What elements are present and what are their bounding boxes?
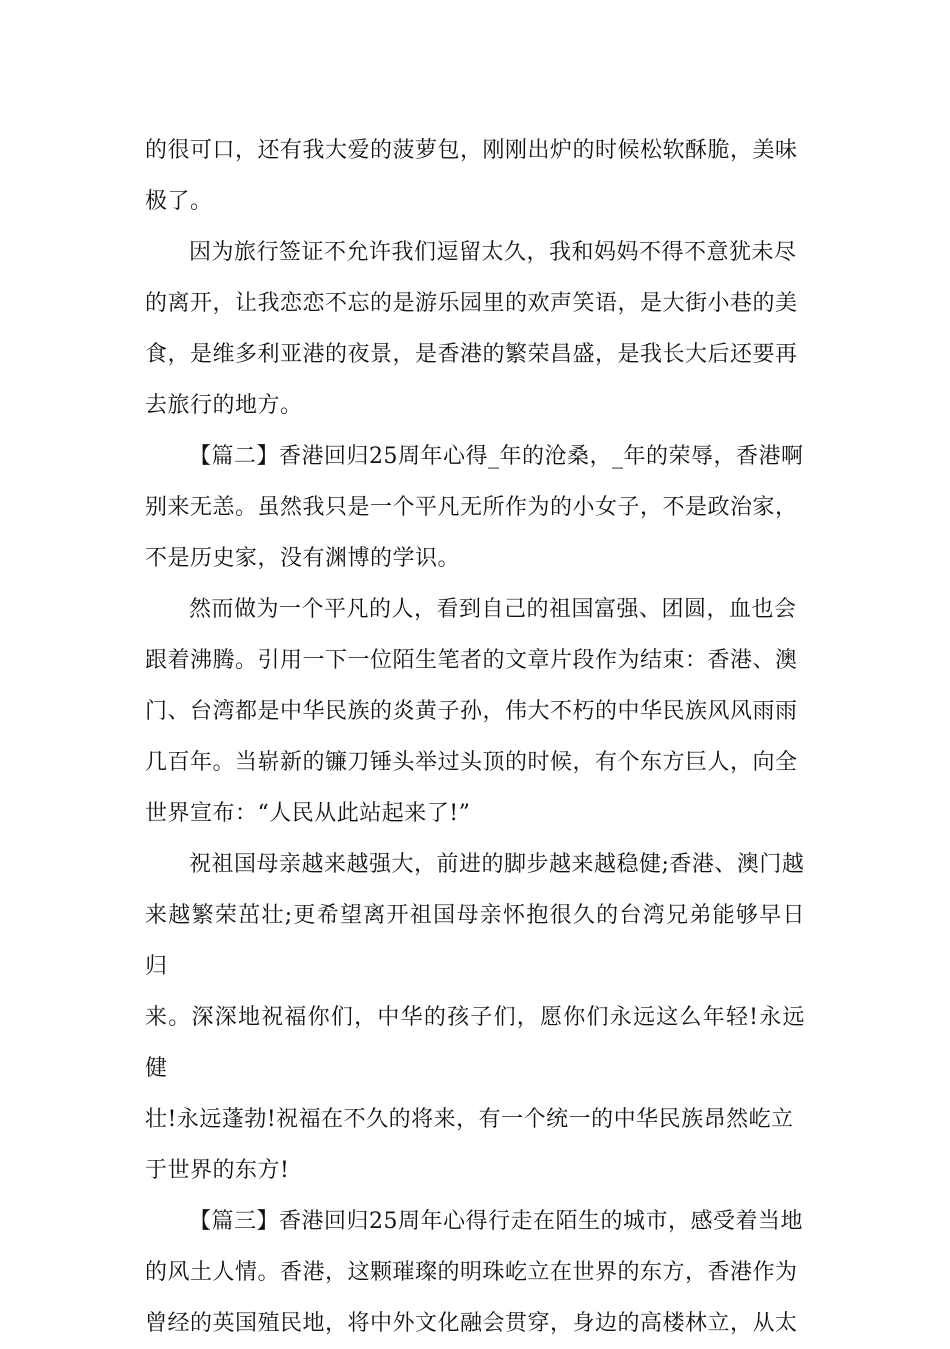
paragraph-6: 【篇三】香港回归25周年心得行走在陌生的城市，感受着当地 的风土人情。香港，这颗璀璨的明珠屹立在世界的东方，香港作为 曾经的英国殖民地，将中外文化融会贯穿，身边的高楼林立，从太 [145, 1209, 803, 1336]
paragraph-5: 祝祖国母亲越来越强大，前进的脚步越来越稳健;香港、澳门越 来越繁荣茁壮;更希望离开祖国母亲怀抱很久的台湾兄弟能够早日归 来。深深地祝福你们，中华的孩子们，愿你们永远这么年轻!永远健 壮!永远蓬勃!祝福在不久的将来，有一个统一的中华民族昂然屹立 于世界的东方! [145, 852, 805, 1183]
paragraph-4: 然而做为一个平凡的人，看到自己的祖国富强、团圆，血也会 跟着沸腾。引用一下一位陌生笔者的文章片段作为结束：香港、澳 门、台湾都是中华民族的炎黄子孙，伟大不朽的中华民族风风雨雨 几百年。当崭新的镰刀锤头举过头顶的时候，有个东方巨人，向全 世界宣布：“人民从此站起来了!” [145, 597, 798, 826]
paragraph-1: 的很可口，还有我大爱的菠萝包，刚刚出炉的时候松软酥脆，美味 极了。 [145, 138, 798, 214]
document-body [145, 125, 805, 1349]
paragraph-2: 因为旅行签证不允许我们逗留太久，我和妈妈不得不意犹未尽 的离开，让我恋恋不忘的是游乐园里的欢声笑语，是大街小巷的美 食，是维多利亚港的夜景，是香港的繁荣昌盛，是我长大后还要再 去旅行的地方。 [145, 240, 798, 418]
paragraph-3: 【篇二】香港回归25周年心得_年的沧桑，_年的荣辱，香港啊 别来无恙。虽然我只是一个平凡无所作为的小女子，不是政治家， 不是历史家，没有渊博的学识。 [145, 444, 804, 571]
